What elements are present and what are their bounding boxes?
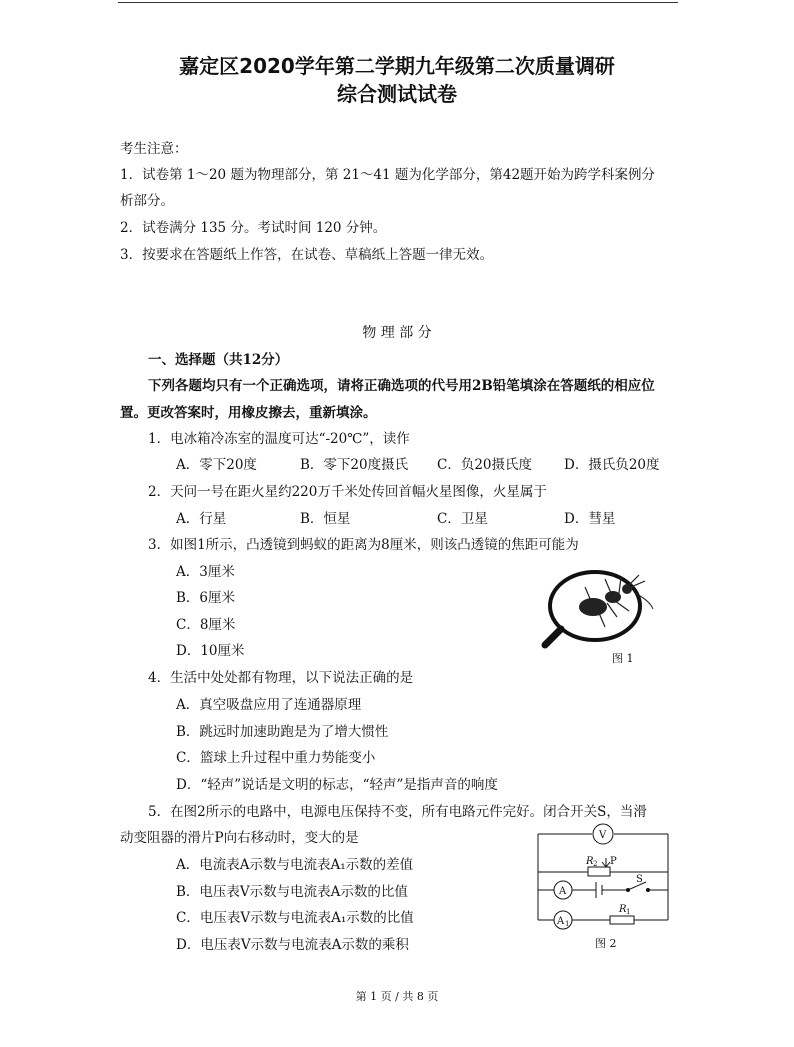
q5-option-d: D．电压表V示数与电流表A示数的乘积: [176, 937, 409, 953]
q4-option-b: B．跳远时加速助跑是为了增大惯性: [176, 724, 389, 740]
notice-item-1: 1．试卷第 1～20 题为物理部分，第 21～41 题为化学部分，第42题开始为跨学科案例分: [120, 167, 656, 183]
instructions-line-1: 下列各题均只有一个正确选项，请将正确选项的代号用2B铅笔填涂在答题纸的相应位: [148, 378, 655, 394]
figure-2-caption: 图 2: [595, 937, 617, 950]
q3-option-a: A．3厘米: [176, 564, 235, 580]
instructions-line-2: 置。更改答案时，用橡皮擦去，重新填涂。: [120, 405, 377, 421]
rheostat-subscript: 2: [593, 860, 598, 868]
q5-option-c: C．电压表V示数与电流表A₁示数的比值: [176, 910, 414, 926]
q1-option-d: D．摄氏负20度: [564, 457, 660, 473]
question-5-stem-cont: 动变阻器的滑片P向右移动时，变大的是: [120, 830, 359, 846]
question-3-stem: 3．如图1所示，凸透镜到蚂蚁的距离为8厘米，则该凸透镜的焦距可能为: [148, 537, 579, 553]
resistor-subscript: 1: [626, 908, 631, 916]
q1-option-c: C．负20摄氏度: [437, 457, 533, 473]
resistor-label: R: [619, 904, 627, 915]
q3-option-d: D．10厘米: [176, 643, 245, 659]
switch-label: S: [636, 874, 643, 885]
battery-icon: [596, 882, 602, 898]
ant-icon: [579, 575, 653, 627]
q4-option-c: C．篮球上升过程中重力势能变小: [176, 750, 376, 766]
rheostat-icon: [588, 867, 610, 876]
page-number: 第 1 页 / 共 8 页: [355, 990, 439, 1003]
ammeter-label: A: [559, 886, 567, 897]
question-5-stem: 5．在图2所示的电路中，电源电压保持不变，所有电路元件完好。闭合开关S，当滑: [148, 804, 647, 820]
q2-option-a: A．行星: [176, 511, 227, 527]
q1-option-b: B．零下20度摄氏: [300, 457, 409, 473]
q1-option-a: A．零下20度: [176, 457, 257, 473]
ammeter-1-subscript: 1: [565, 920, 570, 928]
exam-subtitle: 综合测试试卷: [337, 82, 457, 106]
top-rule: [118, 2, 678, 3]
q3-option-c: C．8厘米: [176, 617, 236, 633]
magnifier-handle: [545, 629, 561, 645]
q2-option-c: C．卫星: [437, 511, 488, 527]
question-4-stem: 4．生活中处处都有物理，以下说法正确的是: [148, 670, 414, 686]
notice-item-3: 3．按要求在答题纸上作答，在试卷、草稿纸上答题一律无效。: [120, 247, 494, 263]
q2-option-d: D．彗星: [564, 511, 616, 527]
question-1-stem: 1．电冰箱冷冻室的温度可达“-20℃”，读作: [148, 431, 410, 447]
figure-1-magnifier-ant: [535, 565, 665, 655]
question-2-stem: 2．天问一号在距火星约220万千米处传回首幅火星图像，火星属于: [148, 484, 547, 500]
ammeter-1-label: A: [557, 916, 565, 927]
q3-option-b: B．6厘米: [176, 590, 236, 606]
figure-2-circuit: [528, 822, 678, 934]
resistor-icon: [610, 916, 634, 924]
notice-item-1-cont: 析部分。: [120, 193, 174, 209]
exam-title: 嘉定区2020学年第二学期九年级第二次质量调研: [179, 54, 615, 78]
q5-option-a: A．电流表A示数与电流表A₁示数的差值: [176, 857, 414, 873]
notice-heading: 考生注意：: [120, 141, 188, 157]
section-title: 物 理 部 分: [362, 325, 432, 341]
q4-option-d: D．“轻声”说话是文明的标志，“轻声”是指声音的响度: [176, 777, 498, 793]
voltmeter-label: V: [599, 830, 607, 841]
q2-option-b: B．恒星: [300, 511, 351, 527]
figure-1-caption: 图 1: [612, 652, 634, 665]
rheostat-label: R: [586, 856, 594, 867]
slider-label: P: [610, 856, 617, 867]
part-title: 一、选择题（共12分）: [148, 352, 289, 368]
q4-option-a: A．真空吸盘应用了连通器原理: [176, 697, 362, 713]
q5-option-b: B．电压表V示数与电流表A示数的比值: [176, 884, 408, 900]
notice-item-2: 2．试卷满分 135 分。考试时间 120 分钟。: [120, 220, 387, 236]
